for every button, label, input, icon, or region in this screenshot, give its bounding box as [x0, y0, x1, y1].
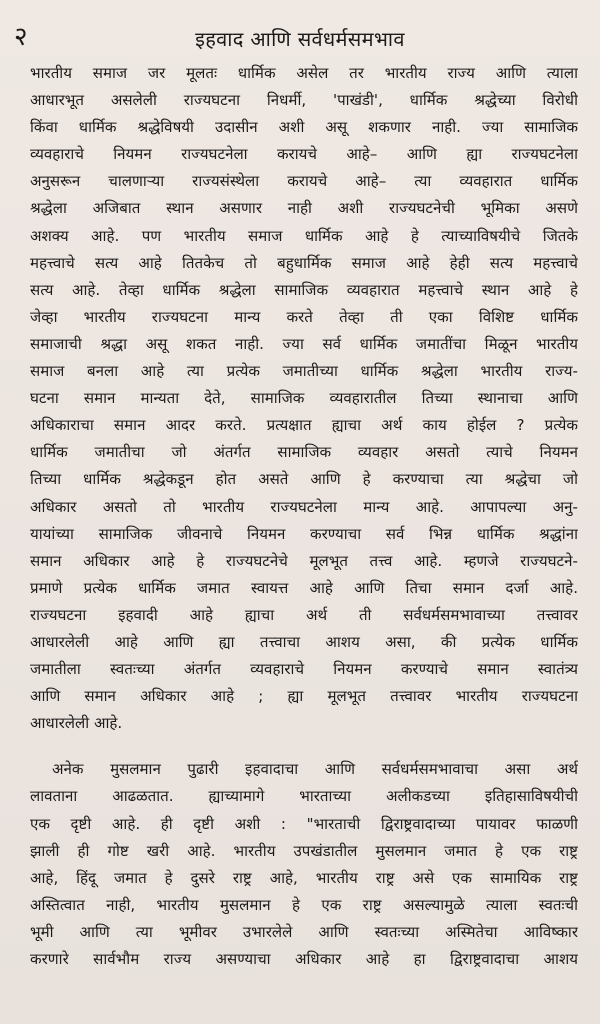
text-line: अधिकाराचा समान आदर करते. प्रत्यक्षात ह्याचा अर्थ काय होईल ? प्रत्येक — [30, 416, 578, 435]
text-line: समाजाची श्रद्धा असू शकत नाही. ज्या सर्व धार्मिक जमातींचा मिळून भारतीय — [30, 334, 578, 353]
text-line: महत्त्वाचे सत्य आहे तितकेच तो बहुधार्मिक समाज आहे हेही सत्य महत्त्वाचे — [30, 253, 578, 272]
text-line: करणारे सार्वभौम राज्य असण्याचा अधिकार आहे हा द्विराष्ट्रवादाचा आशय — [30, 950, 578, 968]
text-line: आधारलेली आहे. — [30, 714, 123, 733]
body-text — [30, 60, 578, 973]
text-line: आणि समान अधिकार आहे ; ह्या मूलभूत तत्त्वावर भारतीय राज्यघटना — [30, 687, 578, 706]
text-line: अधिकार असतो तो भारतीय राज्यघटनेला मान्य आहे. आपापल्या अनु- — [30, 497, 578, 516]
running-title: इहवाद आणि सर्वधर्मसमभाव — [195, 27, 405, 51]
text-line: अशक्य आहे. पण भारतीय समाज धार्मिक आहे हे त्याच्याविषयीचे जितके — [30, 226, 578, 245]
paragraph — [30, 60, 578, 737]
paragraph — [30, 756, 578, 973]
text-line: अनुसरून चालणाऱ्या राज्यसंस्थेला करायचे आहे– त्या व्यवहारात धार्मिक — [30, 172, 578, 191]
page-header — [0, 18, 600, 58]
text-line: व्यवहाराचे नियमन राज्यघटनेला करायचे आहे– आणि ह्या राज्यघटनेला — [30, 145, 578, 164]
text-line: एक दृष्टी आहे. ही दृष्टी अशी : "भारताची द्विराष्ट्रवादाच्या पायावर फाळणी — [30, 814, 578, 833]
text-line: आधारलेली आहे आणि ह्या तत्त्वाचा आशय असा, की प्रत्येक धार्मिक — [30, 632, 578, 651]
text-line: किंवा धार्मिक श्रद्धेविषयी उदासीन अशी असू शकणार नाही. ज्या सामाजिक — [30, 118, 578, 137]
text-line: यायांच्या सामाजिक जीवनाचे नियमन करण्याचा सर्व भिन्न धार्मिक श्रद्धांना — [30, 524, 578, 543]
text-line: अस्तित्वात नाही, भारतीय मुसलमान हे एक राष्ट्र असल्यामुळे त्याला स्वतःची — [30, 895, 578, 914]
text-line: जमातीला स्वतःच्या अंतर्गत व्यवहाराचे नियमन करण्याचे समान स्वातंत्र्य — [30, 660, 578, 679]
paragraph-gap — [30, 737, 578, 756]
text-line: आधारभूत असलेली राज्यघटना निधर्मी, 'पाखंडी', धार्मिक श्रद्धेच्या विरोधी — [30, 91, 578, 110]
page-number: २ — [14, 22, 28, 52]
text-line: धार्मिक जमातीचा जो अंतर्गत सामाजिक व्यवहार असतो त्याचे नियमन — [30, 443, 578, 462]
text-line: समाज बनला आहे त्या प्रत्येक जमातीच्या धार्मिक श्रद्धेला भारतीय राज्य- — [30, 362, 578, 381]
text-line: झाली ही गोष्ट खरी आहे. भारतीय उपखंडातील मुसलमान जमात हे एक राष्ट्र — [30, 841, 578, 860]
text-line: तिच्या धार्मिक श्रद्धेकडून होत असते आणि हे करण्याचा त्या श्रद्धेचा जो — [30, 470, 578, 489]
text-line: भूमी आणि त्या भूमीवर उभारलेले आणि स्वतःच्या अस्मितेचा आविष्कार — [30, 922, 578, 941]
text-line: जेव्हा भारतीय राज्यघटना मान्य करते तेव्हा ती एका विशिष्ट धार्मिक — [30, 307, 578, 326]
text-line: श्रद्धेला अजिबात स्थान असणार नाही अशी राज्यघटनेची भूमिका असणे — [30, 199, 578, 218]
text-line: अनेक मुसलमान पुढारी इहवादाचा आणि सर्वधर्मसमभावाचा असा अर्थ — [52, 760, 578, 779]
text-line: आहे, हिंदू जमात हे दुसरे राष्ट्र आहे, भारतीय राष्ट्र असे एक सामायिक राष्ट्र — [30, 868, 578, 887]
text-line: लावताना आढळतात. ह्याच्यामागे भारताच्या अलीकडच्या इतिहासाविषयीची — [30, 787, 578, 806]
text-line: घटना समान मान्यता देते, सामाजिक व्यवहारातील तिच्या स्थानाचा आणि — [30, 389, 578, 408]
text-line: समान अधिकार आहे हे राज्यघटनेचे मूलभूत तत्त्व आहे. म्हणजे राज्यघटने- — [30, 551, 578, 570]
text-line: प्रमाणे प्रत्येक धार्मिक जमात स्वायत्त आहे आणि तिचा समान दर्जा आहे. — [30, 578, 578, 597]
text-line: राज्यघटना इहवादी आहे ह्याचा अर्थ ती सर्वधर्मसमभावाच्या तत्त्वावर — [30, 605, 578, 624]
text-line: सत्य आहे. तेव्हा धार्मिक श्रद्धेला सामाजिक व्यवहारात महत्त्वाचे स्थान आहे हे — [30, 280, 578, 299]
text-line: भारतीय समाज जर मूलतः धार्मिक असेल तर भारतीय राज्य आणि त्याला — [30, 64, 578, 82]
